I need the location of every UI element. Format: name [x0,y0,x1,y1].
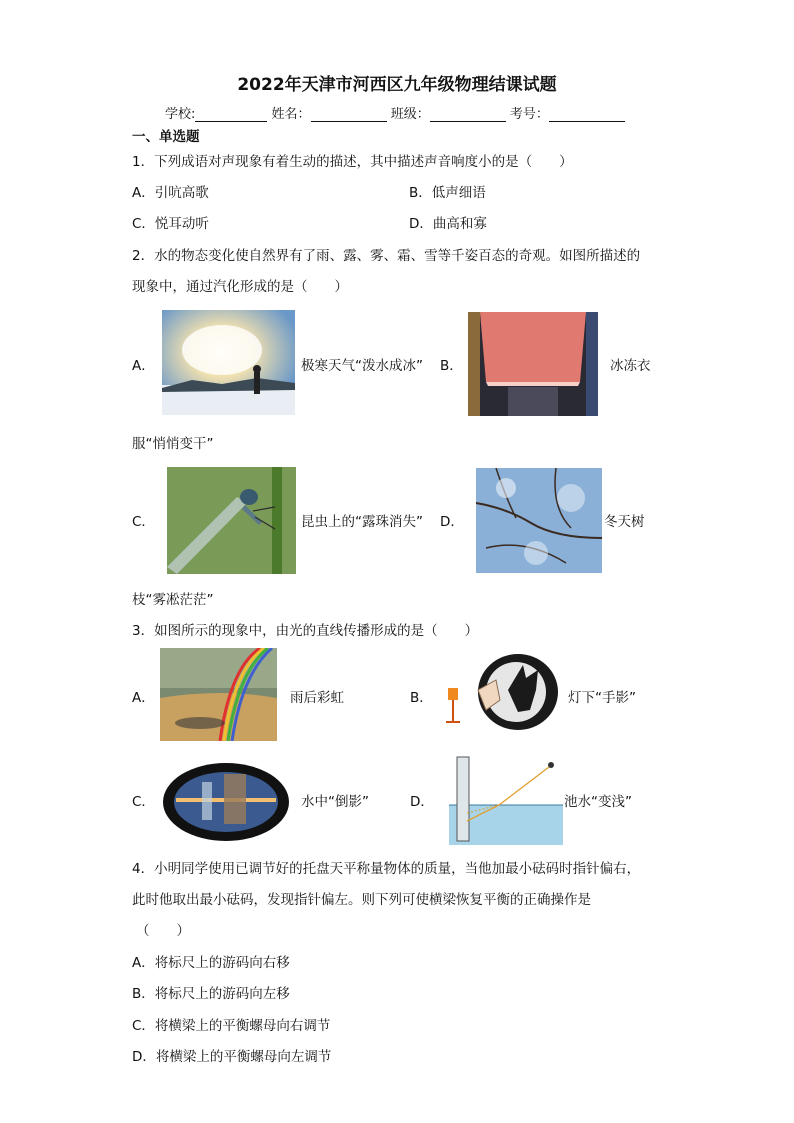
q3-option-b-text: 灯下“手影” [568,690,636,706]
hand-shadow-illustration [438,650,558,740]
class-label: 班级： [390,107,430,122]
q4-stem-line2: 此时他取出最小砝码，发现指针偏左。则下列可使横梁恢复平衡的正确操作是 [132,892,591,908]
class-blank [430,107,506,122]
q2-option-a-text: 极寒天气“泼水成冰” [301,358,423,374]
section-heading: 一、单选题 [132,129,200,145]
q3-option-c-text: 水中“倒影” [301,794,369,810]
q4-stem-line3: （ ） [136,923,190,939]
q2-option-a-label: A． [132,358,155,374]
q1-option-a: A．引吭高歌 [132,185,209,201]
splash-ice-photo [162,310,295,415]
q2-option-b-text: 冰冻衣 [610,358,651,374]
name-blank [311,107,387,122]
q1-option-b: B．低声细语 [409,185,486,201]
page-title: 2022年天津市河西区九年级物理结课试题 [237,75,557,95]
q3-option-a-label: A． [132,690,155,706]
q2-option-c-text: 昆虫上的“露珠消失” [301,514,423,530]
q3-option-d-text: 池水“变浅” [564,794,632,810]
q3-stem: 3．如图所示的现象中，由光的直线传播形成的是（ ） [132,623,479,639]
q2-option-d-text-cont: 枝“雾凇茫茫” [132,592,214,608]
q4-option-b: B．将标尺上的游码向左移 [132,986,290,1002]
frosted-branches-photo [476,468,602,573]
q4-stem-line1: 4．小明同学使用已调节好的托盘天平称量物体的质量，当他加最小砝码时指针偏右， [132,861,641,877]
student-info-line [165,103,625,122]
exam-no-blank [549,107,625,122]
dragonfly-dew-photo [167,467,296,574]
rainbow-photo [160,648,277,741]
q4-option-c: C．将横梁上的平衡螺母向右调节 [132,1018,331,1034]
q3-option-b-label: B． [410,690,433,706]
q3-option-c-label: C． [132,794,155,810]
q2-stem-line2: 现象中，通过汽化形成的是（ ） [132,279,348,295]
school-blank [195,107,267,122]
q2-option-b-text-cont: 服“悄悄变干” [132,436,214,452]
exam-no-label: 考号： [509,107,549,122]
q2-option-c-label: C． [132,514,155,530]
q1-option-c: C．悦耳动听 [132,216,209,232]
name-label: 姓名： [271,107,311,122]
q3-option-d-label: D． [410,794,434,810]
q2-option-d-label: D． [440,514,464,530]
school-label: 学校: [165,107,196,122]
q1-stem: 1．下列成语对声现象有着生动的描述，其中描述声音响度小的是（ ） [132,154,573,170]
q4-option-d: D．将横梁上的平衡螺母向左调节 [132,1049,332,1065]
q1-option-d: D．曲高和寡 [409,216,487,232]
q4-option-a: A．将标尺上的游码向右移 [132,955,290,971]
q3-option-a-text: 雨后彩虹 [290,690,344,706]
q2-option-d-text: 冬天树 [604,514,645,530]
q2-stem-line1: 2．水的物态变化使自然界有了雨、露、雾、霜、雪等千姿百态的奇观。如图所描述的 [132,248,641,264]
frozen-clothes-photo [468,312,598,416]
q2-option-b-label: B． [440,358,463,374]
water-reflection-photo [162,762,290,842]
refraction-diagram [449,753,563,845]
